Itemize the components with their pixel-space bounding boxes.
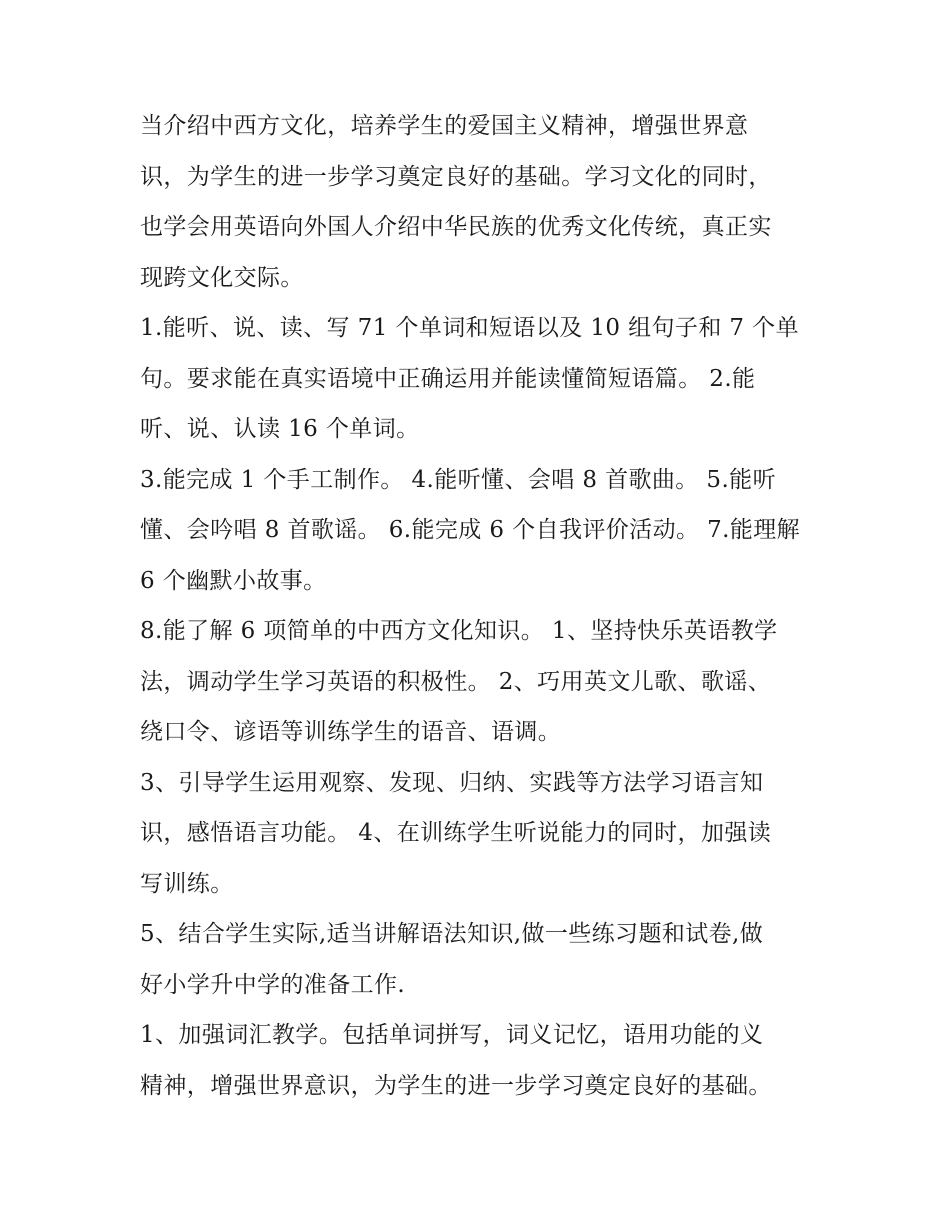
text-line: 写训练。 (140, 870, 234, 897)
text-line: 识，感悟语言功能。 4、在训练学生听说能力的同时，加强读 (140, 820, 772, 846)
document-body (140, 101, 820, 1111)
text-line: 1.能听、说、读、写 71 个单词和短语以及 10 组句子和 7 个单 (140, 315, 799, 341)
text-line: 当介绍中西方文化，培养学生的爱国主义精神，增强世界意 (140, 113, 749, 139)
paragraph-goal-3-7 (140, 455, 820, 607)
text-line: 识，为学生的进一步学习奠定良好的基础。学习文化的同时， (140, 163, 772, 190)
text-line: 5、结合学生实际,适当讲解语法知识,做一些练习题和试卷,做 (140, 921, 764, 947)
text-line: 也学会用英语向外国人介绍中华民族的优秀文化传统，真正实 (140, 214, 772, 240)
text-line: 3.能完成 1 个手工制作。 4.能听懂、会唱 8 首歌曲。 5.能听 (140, 466, 776, 493)
paragraph-culture-intro (140, 101, 820, 303)
text-line: 听、说、认读 16 个单词。 (140, 416, 420, 442)
text-line: 句。要求能在真实语境中正确运用并能读懂简短语篇。 2.能 (140, 365, 756, 392)
text-line: 法，调动学生学习英语的积极性。 2、巧用英文儿歌、歌谣、 (140, 668, 772, 695)
text-line: 懂、会吟唱 8 首歌谣。 6.能完成 6 个自我评价活动。 7.能理解 (140, 517, 801, 543)
paragraph-goal-1-2 (140, 303, 820, 455)
paragraph-goal-8-methods (140, 606, 820, 758)
text-line: 绕口令、谚语等训练学生的语音、语调。 (140, 719, 562, 745)
text-line: 现跨文化交际。 (140, 264, 304, 291)
paragraph-vocabulary (140, 1010, 820, 1111)
paragraph-methods-5 (140, 909, 820, 1010)
text-line: 8.能了解 6 项简单的中西方文化知识。 1、坚持快乐英语教学 (140, 618, 778, 644)
text-line: 1、加强词汇教学。包括单词拼写，词义记忆，语用功能的义 (140, 1022, 764, 1048)
text-line: 精神，增强世界意识，为学生的进一步学习奠定良好的基础。 (140, 1072, 772, 1099)
text-line: 好小学升中学的准备工作. (140, 971, 406, 998)
text-line: 6 个幽默小故事。 (140, 567, 327, 594)
paragraph-methods-3-4 (140, 758, 820, 910)
text-line: 3、引导学生运用观察、发现、归纳、实践等方法学习语言知 (140, 769, 764, 796)
